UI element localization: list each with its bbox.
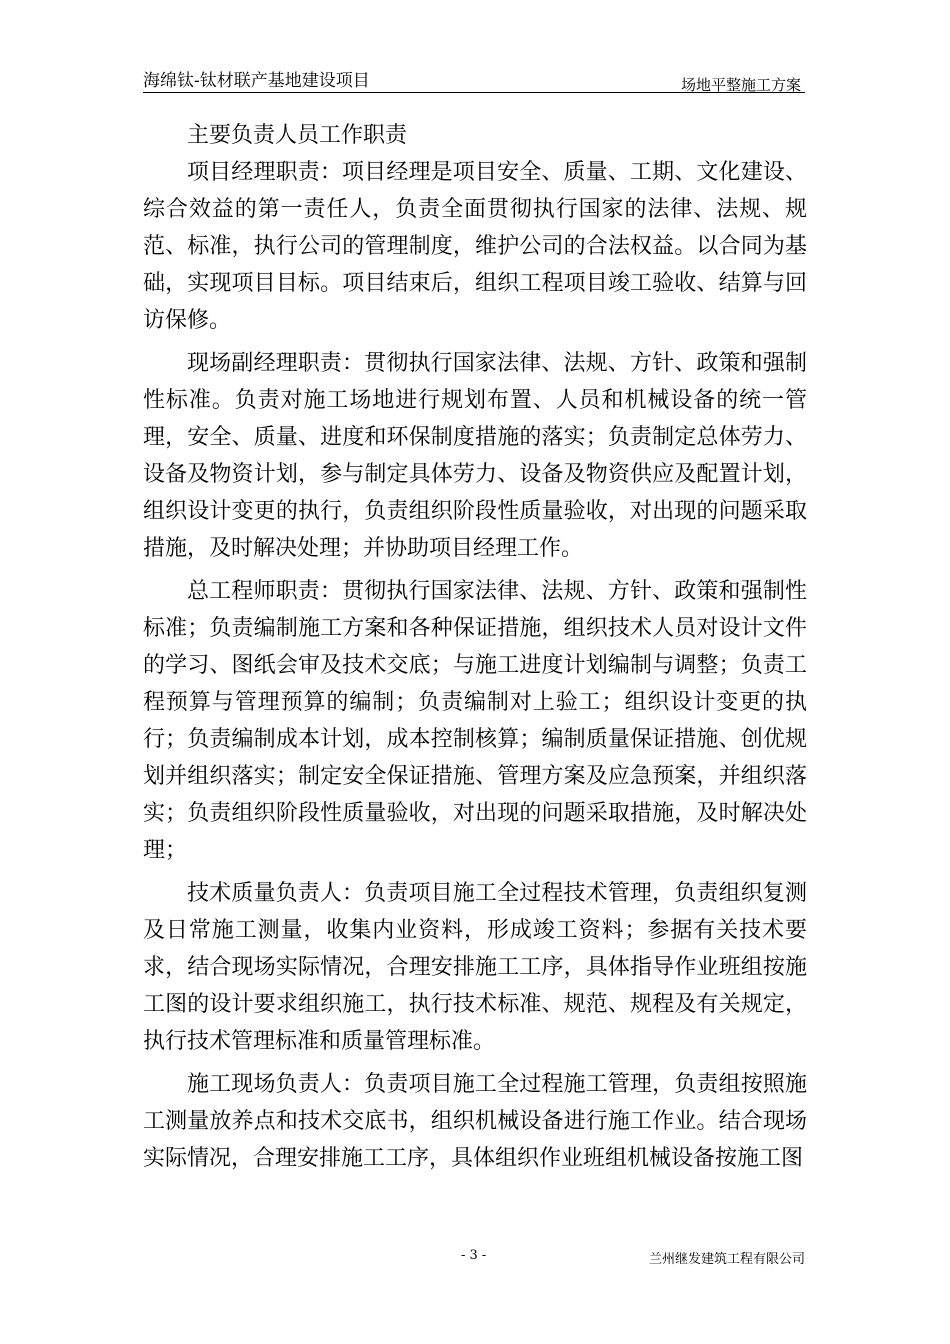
page-footer bbox=[143, 1248, 805, 1270]
paragraph-deputy-manager: 现场副经理职责：贯彻执行国家法律、法规、方针、政策和强制性标准。负责对施工场地进行规划布置、人员和机械设备的统一管理，安全、质量、进度和环保制度措施的落实；负责制定总体劳力、设备及物资计划，参与制定具体劳力、设备及物资供应及配置计划，组织设计变更的执行，负责组织阶段性质量验收，对出现的问题采取措施，及时解决处理；并协助项目经理工作。 bbox=[143, 351, 807, 561]
page-number: - 3 - bbox=[461, 1248, 487, 1263]
section-heading: 主要负责人员工作职责 bbox=[187, 123, 408, 148]
paragraph-site-lead: 施工现场负责人：负责项目施工全过程施工管理，负责组按照施工测量放养点和技术交底书，组织机械设备进行施工作业。结合现场实际情况，合理安排施工工序，具体组织作业班组机械设备按施工图 bbox=[143, 1072, 807, 1171]
paragraph-technical-quality-lead: 技术质量负责人：负责项目施工全过程技术管理，负责组织复测及日常施工测量，收集内业资料，形成竣工资料；参据有关技术要求，结合现场实际情况，合理安排施工工序，具体指导作业班组按施工图的设计要求组织施工，执行技术标准、规范、规程及有关规定，执行技术管理标准和质量管理标准。 bbox=[143, 881, 807, 1054]
footer-company-name: 兰州继发建筑工程有限公司 bbox=[648, 1252, 805, 1267]
paragraph-project-manager: 项目经理职责：项目经理是项目安全、质量、工期、文化建设、综合效益的第一责任人，负责全面贯彻执行国家的法律、法规、规范、标准，执行公司的管理制度，维护公司的合法权益。以合同为基础，实现项目目标。项目结束后，组织工程项目竣工验收、结算与回访保修。 bbox=[143, 160, 807, 333]
paragraph-chief-engineer: 总工程师职责：贯彻执行国家法律、法规、方针、政策和强制性标准；负责编制施工方案和各种保证措施，组织技术人员对设计文件的学习、图纸会审及技术交底；与施工进度计划编制与调整；负责工程预算与管理预算的编制；负责编制对上验工；组织设计变更的执行；负责编制成本计划，成本控制核算；编制质量保证措施、创优规划并组织落实；制定安全保证措施、管理方案及应急预案，并组织落实；负责组织阶段性质量验收，对出现的问题采取措施，及时解决处理； bbox=[143, 579, 807, 863]
header-project-name: 海绵钛-钛材联产基地建设项目 bbox=[143, 71, 370, 91]
page-content bbox=[143, 117, 807, 1183]
header-document-title: 场地平整施工方案 bbox=[680, 76, 801, 94]
page-header bbox=[143, 62, 805, 93]
